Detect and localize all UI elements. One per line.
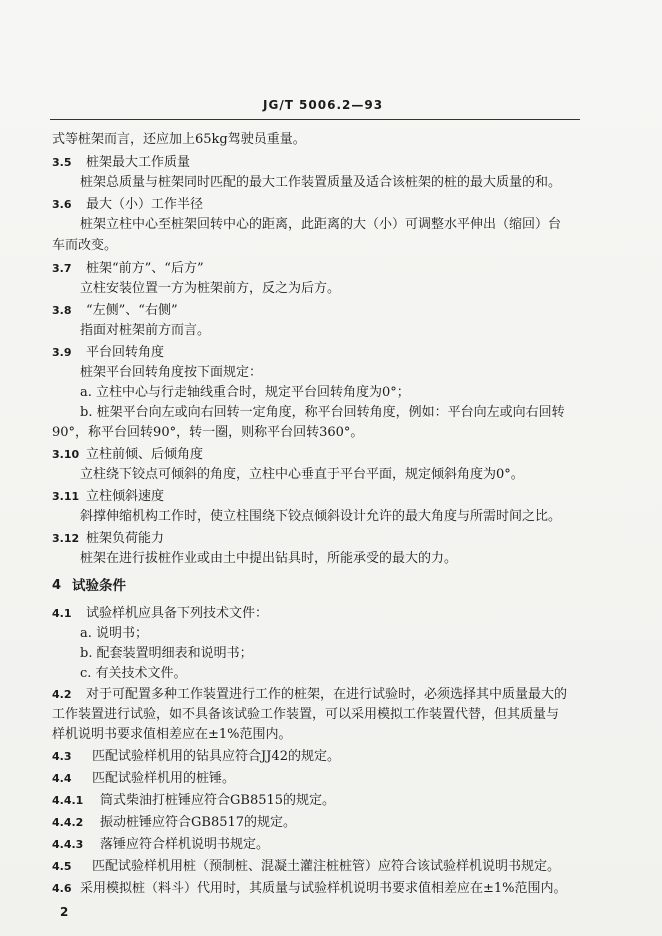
text-line: 90°，称平台回转90°，转一圈，则称平台回转360°。 [52, 425, 364, 440]
clause-number: 4.2 [52, 688, 72, 701]
text-line: 匹配试验样机用桩（预制桩、混凝土灌注桩桩管）应符合该试验样机说明书规定。 [92, 859, 561, 874]
text-line: 振动桩锤应符合GB8517的规定。 [100, 815, 297, 830]
text-line: 工作装置进行试验，如不具备该试验工作装置，可以采用模拟工作装置代替，但其质量与 [52, 707, 560, 722]
clause-title: 立柱前倾、后倾角度 [86, 447, 204, 462]
clause-title: 桩架负荷能力 [86, 531, 165, 546]
list-item: c. 有关技术文件。 [80, 666, 187, 681]
clause-number: 4.4.2 [52, 816, 84, 829]
clause-number: 3.8 [52, 304, 72, 317]
text-line: 采用模拟桩（料斗）代用时，其质量与试验样机说明书要求值相差应在±1%范围内。 [80, 881, 567, 896]
clause-number: 3.9 [52, 346, 72, 359]
section-number: 4 [52, 578, 62, 593]
clause-number: 3.12 [52, 532, 80, 545]
clause-number: 3.5 [52, 156, 72, 169]
header-rule [50, 119, 580, 120]
text-line: 筒式柴油打桩锤应符合GB8515的规定。 [100, 793, 336, 808]
text-line: 车而改变。 [52, 238, 118, 253]
list-item: b. 配套装置明细表和说明书； [80, 646, 253, 661]
text-line: 式等桩架而言，还应加上65kg驾驶员重量。 [52, 132, 306, 147]
clause-title: “左侧”、“右侧” [86, 303, 178, 318]
text-line: 桩架在进行拔桩作业或由土中提出钻具时，所能承受的最大的力。 [80, 551, 458, 566]
clause-number: 4.4 [52, 772, 72, 785]
clause-title: 桩架最大工作质量 [86, 155, 191, 170]
clause-number: 4.4.3 [52, 838, 84, 851]
clause-number: 3.11 [52, 490, 80, 503]
clause-number: 3.6 [52, 198, 72, 211]
text-line: 立柱绕下铰点可倾斜的角度，立柱中心垂直于平台平面，规定倾斜角度为0°。 [80, 467, 524, 482]
section-title: 试验条件 [72, 578, 126, 594]
clause-number: 4.6 [52, 882, 72, 895]
text-line: 匹配试验样机用的钻具应符合JJ42的规定。 [92, 749, 340, 764]
text-line: 斜撑伸缩机构工作时，使立柱围绕下铰点倾斜设计允许的最大角度与所需时间之比。 [80, 509, 562, 524]
clause-number: 3.7 [52, 262, 72, 275]
text-line: 对于可配置多种工作装置进行工作的桩架，在进行试验时，必须选择其中质量最大的 [86, 687, 568, 702]
clause-title: 最大（小）工作半径 [86, 197, 204, 212]
clause-number: 4.4.1 [52, 794, 84, 807]
text-line: 样机说明书要求值相差应在±1%范围内。 [52, 727, 292, 742]
text-line: 匹配试验样机用的桩锤。 [92, 771, 236, 786]
clause-number: 4.1 [52, 607, 72, 620]
text-line: 落锤应符合样机说明书规定。 [100, 837, 270, 852]
text-line: 桩架立柱中心至桩架回转中心的距离，此距离的大（小）可调整水平伸出（缩回）台 [80, 217, 562, 232]
clause-title: 平台回转角度 [86, 345, 165, 360]
list-item: a. 立柱中心与行走轴线重合时，规定平台回转角度为0°； [80, 385, 410, 400]
page-number: 2 [60, 905, 69, 919]
text-line: 试验样机应具备下列技术文件： [86, 606, 269, 621]
clause-title: 桩架“前方”、“后方” [86, 261, 204, 276]
list-item: a. 说明书； [80, 626, 149, 641]
text-line: 桩架总质量与桩架同时匹配的最大工作装置质量及适合该桩架的桩的最大质量的和。 [80, 175, 562, 190]
clause-number: 4.5 [52, 860, 72, 873]
text-line: 桩架平台回转角度按下面规定： [80, 365, 263, 380]
text-line: 立柱安装位置一方为桩架前方，反之为后方。 [80, 281, 341, 296]
clause-number: 4.3 [52, 750, 72, 763]
clause-number: 3.10 [52, 448, 80, 461]
page-header: JG/T 5006.2—93 [263, 98, 384, 112]
text-line: 指面对桩架前方而言。 [80, 323, 211, 338]
clause-title: 立柱倾斜速度 [86, 489, 165, 504]
list-item: b. 桩架平台向左或向右回转一定角度，称平台回转角度，例如：平台向左或向右回转 [80, 405, 565, 420]
